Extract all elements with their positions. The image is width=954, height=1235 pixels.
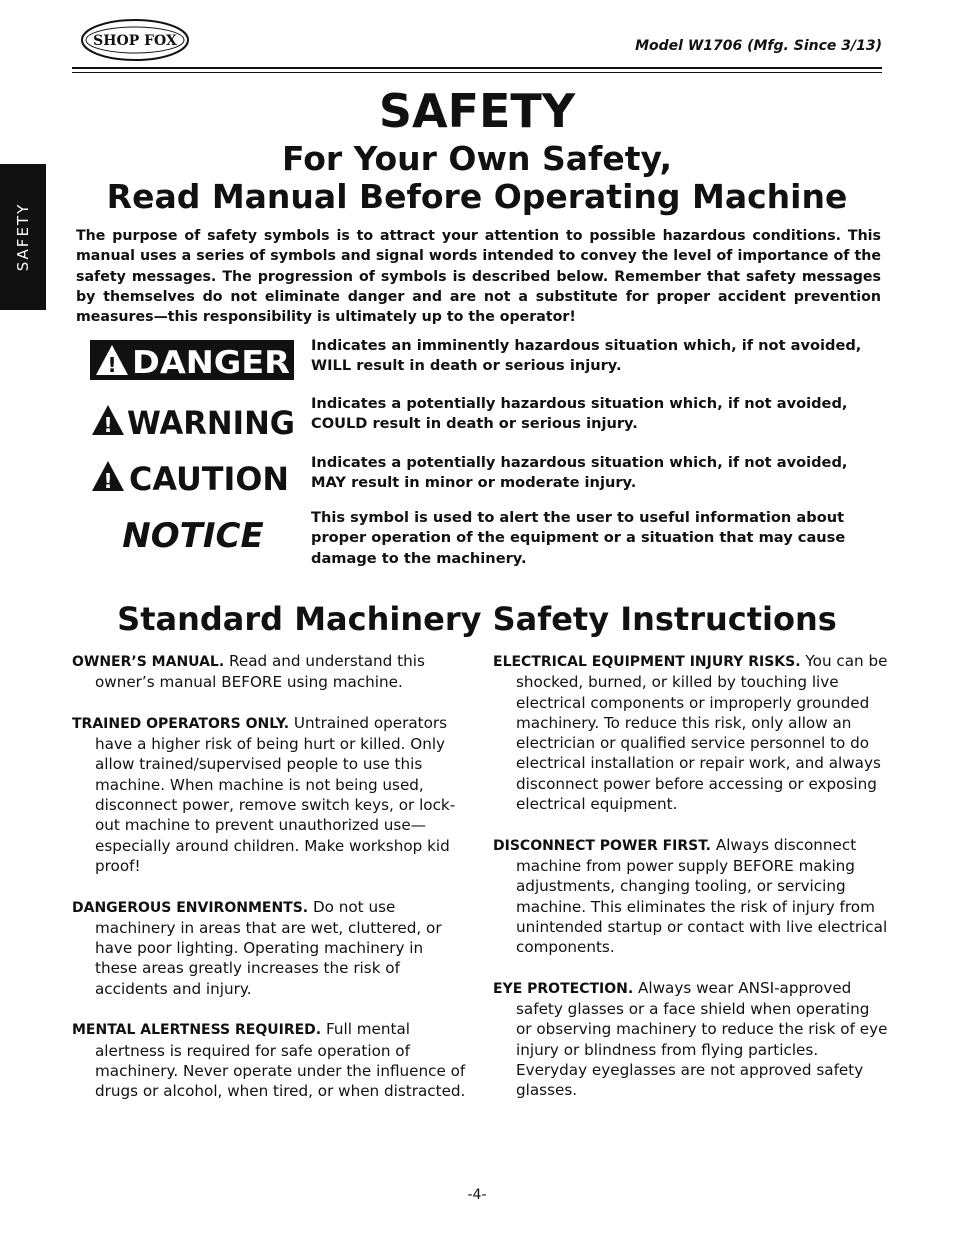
shop-fox-logo [80, 18, 190, 62]
instruction-body: Full mental alertness is required for safe operation of machinery. Never operate under the influence of drugs or alcohol, when tired, or when distracted. [95, 1020, 466, 1101]
instruction-item [72, 713, 467, 876]
instruction-item [493, 835, 888, 958]
logo-text: SHOP FOX [93, 33, 177, 49]
instructions-left-column [72, 651, 467, 1122]
notice-description: This symbol is used to alert the user to useful information about proper operation of the equipment or a situation that may cause damage to the machinery. [311, 509, 846, 567]
exclamation-icon: ! [103, 413, 113, 437]
warning-word: WARNING [127, 404, 295, 440]
section-title: Standard Machinery Safety Instructions [117, 600, 837, 638]
subtitle-line-2: Read Manual Before Operating Machine [106, 177, 848, 216]
danger-symbol [90, 340, 296, 380]
instruction-heading: MENTAL ALERTNESS REQUIRED. [72, 1022, 322, 1039]
page-subtitle [0, 140, 954, 216]
header-rule-thin [72, 72, 882, 73]
caution-description: Indicates a potentially hazardous situation which, if not avoided, MAY result in minor or moderate injury. [311, 454, 848, 492]
warning-symbol [90, 400, 296, 440]
instruction-heading: DISCONNECT POWER FIRST. [493, 837, 711, 854]
model-label: Model W1706 (Mfg. Since 3/13) [635, 38, 882, 54]
subtitle-line-1: For Your Own Safety, [282, 139, 672, 178]
instruction-heading: DANGEROUS ENVIRONMENTS. [72, 899, 309, 916]
page-title: SAFETY [378, 84, 576, 138]
instruction-heading: TRAINED OPERATORS ONLY. [72, 715, 290, 732]
exclamation-icon: ! [107, 353, 117, 377]
instruction-body: Always wear ANSI-approved safety glasses or a face shield when operating or observing machinery to reduce the risk of eye injury or blindness from flying particles. Everyday eyeglasses are not approved safety glasses. [516, 978, 888, 1100]
danger-description: Indicates an imminently hazardous situation which, if not avoided, WILL result in death or serious injury. [311, 337, 862, 375]
instruction-heading: ELECTRICAL EQUIPMENT INJURY RISKS. [493, 654, 801, 670]
header-rule [72, 67, 882, 69]
page-number: -4- [467, 1187, 487, 1203]
instruction-item [493, 651, 888, 814]
instruction-item [72, 897, 467, 999]
instruction-body: Do not use machinery in areas that are wet, cluttered, or have poor lighting. Operating machinery in these areas greatly increases the risk of accidents and injury. [95, 897, 442, 998]
instructions-right-column [493, 651, 888, 1121]
instruction-body: You can be shocked, burned, or killed by touching live electrical components or improperly grounded machinery. To reduce this risk, only allow an electrician or qualified service personnel to do electrical installation or repair work, and always disconnect power before accessing or exposing electrical equipment. [516, 652, 888, 814]
instruction-body: Always disconnect machine from power supply BEFORE making adjustments, changing tooling, or servicing machine. This eliminates the risk of injury from unintended startup or contact with live electrical components. [516, 835, 888, 957]
instruction-item [72, 1019, 467, 1101]
instruction-item [493, 978, 888, 1101]
warning-description: Indicates a potentially hazardous situation which, if not avoided, COULD result in death or serious injury. [311, 395, 848, 433]
instruction-item [72, 651, 467, 693]
caution-symbol [90, 456, 296, 496]
notice-symbol: NOTICE [122, 516, 264, 556]
instruction-heading: OWNER’S MANUAL. [72, 654, 225, 670]
danger-word: DANGER [132, 345, 291, 380]
caution-word: CAUTION [129, 460, 289, 496]
exclamation-icon: ! [103, 469, 113, 493]
instruction-body: Untrained operators have a higher risk of being hurt or killed. Only allow trained/supervised people to use this machine. When machine is not being used, disconnect power, remove switch keys, or lock-out machine to prevent unauthorized use—especially around children. Make workshop kid proof! [95, 713, 456, 875]
instruction-heading: EYE PROTECTION. [493, 980, 634, 997]
intro-paragraph: The purpose of safety symbols is to attract your attention to possible hazardous conditions. This manual uses a series of symbols and signal words intended to convey the level of importance of the safety messages. The progression of symbols is described below. Remember that safety messages by themselves do not eliminate danger and are not a substitute for proper accident prevention measures—this responsibility is ultimately up to the operator! [76, 228, 881, 326]
instruction-body: Read and understand this owner’s manual BEFORE using machine. [95, 652, 425, 692]
side-tab-label: SAFETY [14, 202, 32, 272]
